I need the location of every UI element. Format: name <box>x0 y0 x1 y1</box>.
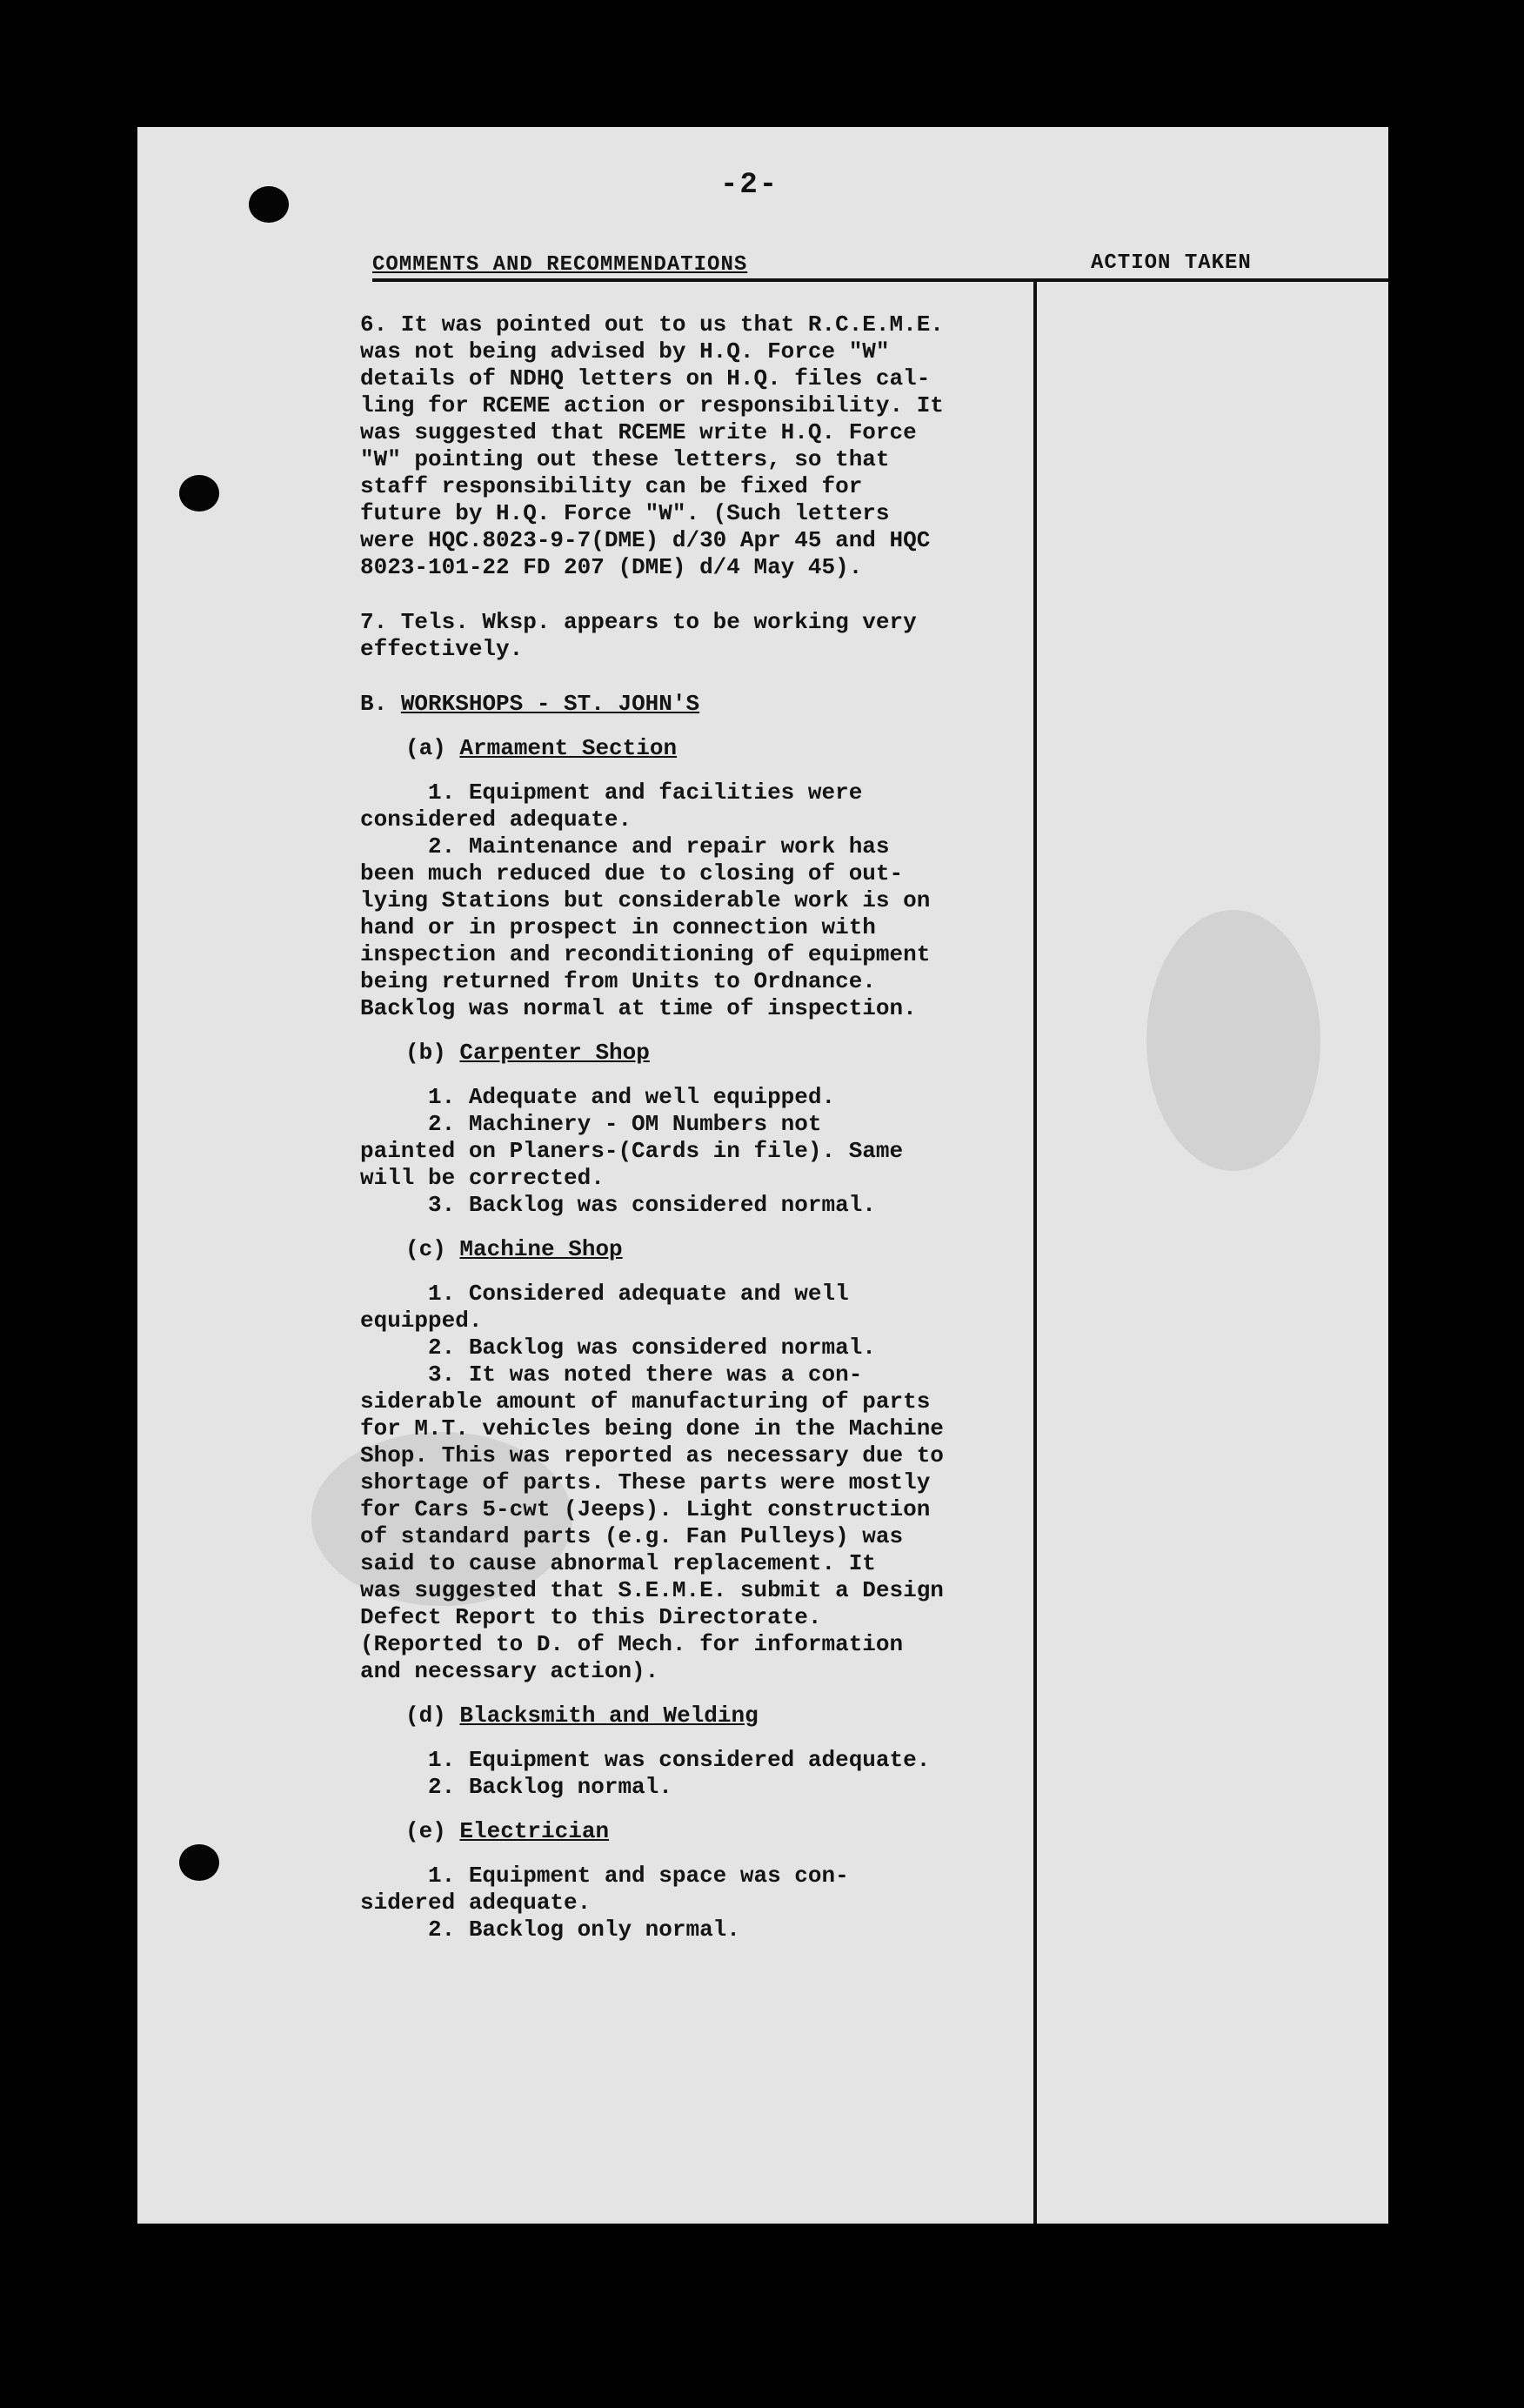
text-line: was suggested that S.E.M.E. submit a Design <box>360 1577 944 1603</box>
text-line: details of NDHQ letters on H.Q. files cal- <box>360 365 931 391</box>
subsection-d <box>360 1685 1039 1801</box>
text-line: of standard parts (e.g. Fan Pulleys) was <box>360 1523 904 1549</box>
subsection-title: Electrician <box>459 1818 610 1844</box>
text-line: 1. Equipment and facilities were <box>360 779 863 806</box>
subsections <box>360 718 1039 1943</box>
text-line: siderable amount of manufacturing of parts <box>360 1388 931 1415</box>
text-line: 7. Tels. Wksp. appears to be working very <box>360 609 917 635</box>
text-line: 2. Backlog was considered normal. <box>360 1334 876 1361</box>
text-line: 6. It was pointed out to us that R.C.E.M.E. <box>360 311 944 338</box>
text-line: lying Stations but considerable work is on <box>360 887 931 913</box>
text-line: future by H.Q. Force "W". (Such letters <box>360 500 890 526</box>
paragraph-6 <box>360 311 1039 581</box>
text-line: shortage of parts. These parts were mostly <box>360 1469 931 1495</box>
subsection-title: Armament Section <box>459 735 678 761</box>
subsection-a <box>360 718 1039 1022</box>
text-line: considered adequate. <box>360 806 632 833</box>
text-line: inspection and reconditioning of equipment <box>360 941 931 967</box>
text-line: Defect Report to this Directorate. <box>360 1604 822 1630</box>
text-line: "W" pointing out these letters, so that <box>360 446 890 472</box>
paragraph-7 <box>360 609 1039 663</box>
text-line: 1. Equipment and space was con- <box>360 1863 849 1889</box>
subsection-marker: (a) <box>405 735 446 761</box>
subsection-marker: (d) <box>405 1702 446 1729</box>
text-line: hand or in prospect in connection with <box>360 914 876 940</box>
text-line: painted on Planers-(Cards in file). Same <box>360 1138 904 1164</box>
punch-hole <box>249 186 289 223</box>
text-line: was suggested that RCEME write H.Q. Force <box>360 419 917 445</box>
text-line: Backlog was normal at time of inspection. <box>360 995 917 1021</box>
text-line: 2. Machinery - OM Numbers not <box>360 1111 822 1137</box>
text-line: were HQC.8023-9-7(DME) d/30 Apr 45 and HQC <box>360 527 931 553</box>
text-line: 2. Backlog only normal. <box>360 1916 740 1943</box>
page-number: -2- <box>720 169 779 202</box>
text-line: 2. Backlog normal. <box>360 1774 672 1800</box>
subsection-heading <box>360 1040 1039 1067</box>
subsection-heading <box>360 1702 1039 1729</box>
subsection-c <box>360 1219 1039 1685</box>
text-line: (Reported to D. of Mech. for information <box>360 1631 904 1657</box>
text-line: been much reduced due to closing of out- <box>360 860 904 886</box>
subsection-heading <box>360 735 1039 762</box>
subsection-title: Machine Shop <box>459 1236 623 1262</box>
section-b-title: WORKSHOPS - ST. JOHN'S <box>400 691 700 717</box>
text-line: 3. It was noted there was a con- <box>360 1361 863 1388</box>
subsection-heading <box>360 1818 1039 1845</box>
subsection-marker: (c) <box>405 1236 446 1262</box>
text-line: being returned from Units to Ordnance. <box>360 968 876 994</box>
subsection-title: Carpenter Shop <box>459 1040 650 1066</box>
text-line: for Cars 5-cwt (Jeeps). Light construction <box>360 1496 931 1522</box>
paper-stain <box>1146 910 1320 1171</box>
subsection-marker: (e) <box>405 1818 446 1844</box>
text-line: 1. Considered adequate and well <box>360 1281 849 1307</box>
subsection-marker: (b) <box>405 1040 446 1066</box>
section-b-heading: B. WORKSHOPS - ST. JOHN'S <box>360 691 700 717</box>
text-line: will be corrected. <box>360 1165 605 1191</box>
subsection-e <box>360 1801 1039 1943</box>
comments-body <box>360 311 1039 1943</box>
text-line: for M.T. vehicles being done in the Machine <box>360 1415 944 1441</box>
subsection-title: Blacksmith and Welding <box>459 1702 759 1729</box>
comments-column-header: COMMENTS AND RECOMMENDATIONS <box>372 253 748 277</box>
text-line: 3. Backlog was considered normal. <box>360 1192 876 1218</box>
text-line: and necessary action). <box>360 1658 659 1684</box>
punch-hole <box>179 1844 219 1881</box>
text-line: equipped. <box>360 1308 483 1334</box>
punch-hole <box>179 475 219 512</box>
text-line: sidered adequate. <box>360 1890 592 1916</box>
text-line: 1. Equipment was considered adequate. <box>360 1747 931 1773</box>
text-line: 8023-101-22 FD 207 (DME) d/4 May 45). <box>360 554 863 580</box>
action-taken-column-header: ACTION TAKEN <box>1091 251 1252 275</box>
text-line: 1. Adequate and well equipped. <box>360 1084 836 1110</box>
text-line: said to cause abnormal replacement. It <box>360 1550 876 1576</box>
document-page <box>137 127 1388 2224</box>
text-line: effectively. <box>360 636 524 662</box>
text-line: ling for RCEME action or responsibility. It <box>360 392 944 418</box>
text-line: was not being advised by H.Q. Force "W" <box>360 338 890 365</box>
text-line: Shop. This was reported as necessary due to <box>360 1442 944 1468</box>
header-rule <box>372 278 1388 282</box>
subsection-heading <box>360 1236 1039 1263</box>
subsection-b <box>360 1022 1039 1219</box>
text-line: 2. Maintenance and repair work has <box>360 833 890 860</box>
text-line: staff responsibility can be fixed for <box>360 473 863 499</box>
